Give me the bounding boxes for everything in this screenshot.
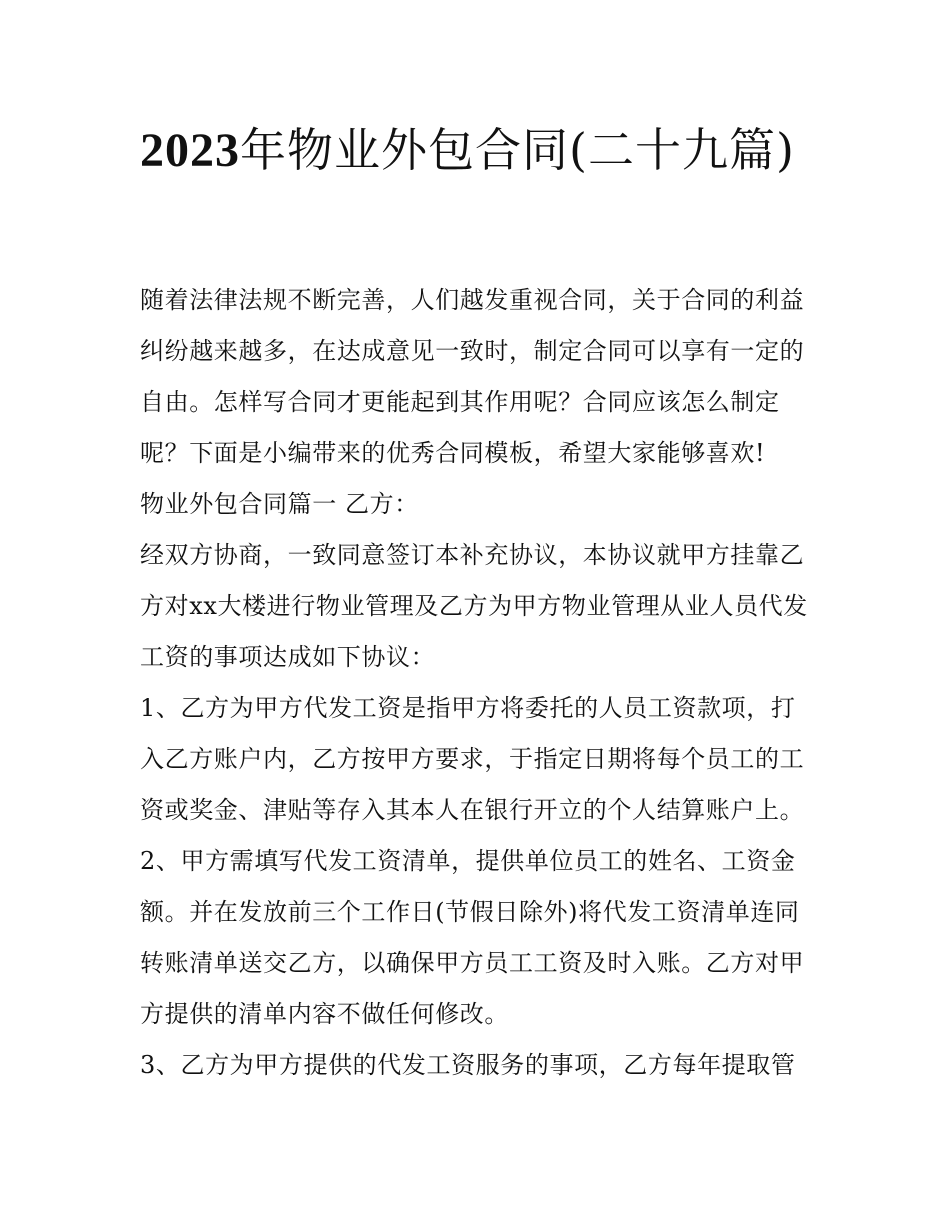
document-body (140, 275, 820, 1091)
intro-paragraph: 随着法律法规不断完善，人们越发重视合同，关于合同的利益纠纷越来越多，在达成意见一致时，制定合同可以享有一定的自由。怎样写合同才更能起到其作用呢？合同应该怎么制定呢？下面是小编带来的优秀合同模板，希望大家能够喜欢! (140, 286, 805, 467)
agreement-paragraph: 经双方协商，一致同意签订本补充协议，本协议就甲方挂靠乙方对xx大楼进行物业管理及乙方为甲方物业管理从业人员代发工资的事项达成如下协议： (140, 541, 808, 671)
clause-2: 2、甲方需填写代发工资清单，提供单位员工的姓名、工资金额。并在发放前三个工作日(节假日除外)将代发工资清单连同转账清单送交乙方，以确保甲方员工工资及时入账。乙方对甲方提供的清单内容不做任何修改。 (140, 847, 805, 1028)
document-title (140, 112, 820, 189)
title-text: 年物业外包合同(二十九篇) (240, 123, 795, 177)
title-year: 2023 (140, 124, 240, 177)
clause-3: 3、乙方为甲方提供的代发工资服务的事项，乙方每年提取管 (140, 1051, 796, 1079)
section-heading: 物业外包合同篇一 乙方： (140, 490, 419, 518)
clause-1: 1、乙方为甲方代发工资是指甲方将委托的人员工资款项，打入乙方账户内，乙方按甲方要求，于指定日期将每个员工的工资或奖金、津贴等存入其本人在银行开立的个人结算账户上。 (140, 694, 805, 824)
